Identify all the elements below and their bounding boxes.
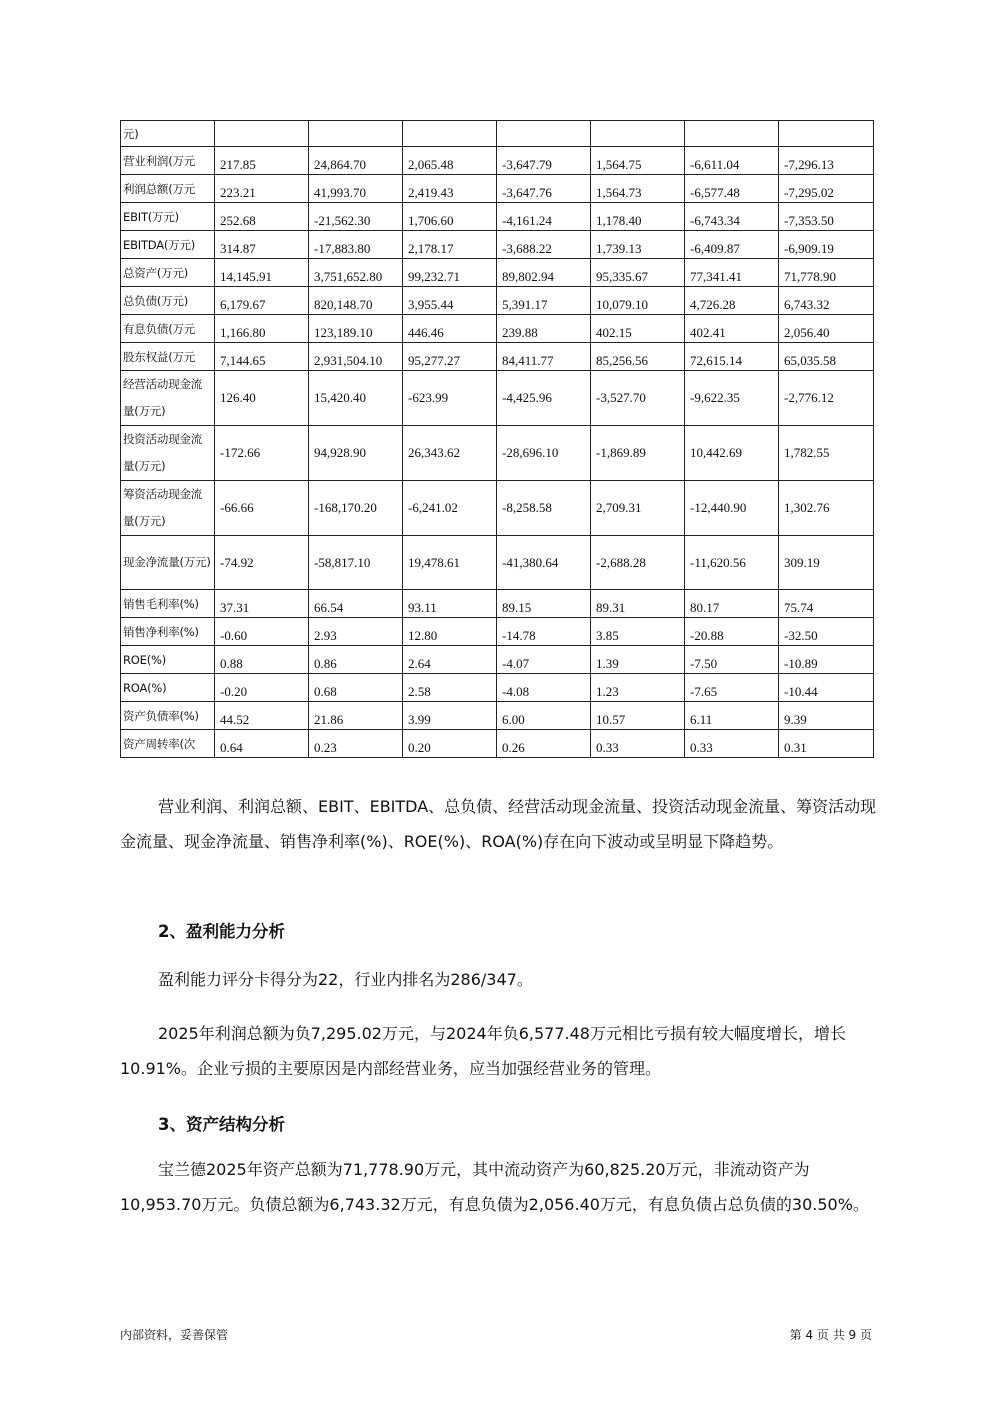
table-cell: 7,144.65: [215, 343, 309, 371]
table-cell: -7,353.50: [779, 203, 874, 231]
table-row: [121, 121, 874, 147]
table-cell: 26,343.62: [403, 426, 497, 481]
table-row: [121, 702, 874, 730]
table-cell: 1,739.13: [591, 231, 685, 259]
asset-structure-paragraph: 宝兰德2025年资产总额为71,778.90万元，其中流动资产为60,825.20万元，非流动资产为10,953.70万元。负债总额为6,743.32万元，有息负债为2,056.40万元，有息负债占总负债的30.50%。: [120, 1160, 869, 1214]
table-cell: 6,743.32: [779, 287, 874, 315]
table-row: [121, 147, 874, 175]
table-cell: -6,743.34: [685, 203, 779, 231]
table-cell: -7,296.13: [779, 147, 874, 175]
table-cell: -0.20: [215, 674, 309, 702]
table-cell: 1,178.40: [591, 203, 685, 231]
table-row: [121, 618, 874, 646]
row-label: 利润总额(万元: [121, 175, 215, 203]
table-cell: 1.23: [591, 674, 685, 702]
table-cell: 9.39: [779, 702, 874, 730]
table-cell: 0.20: [403, 730, 497, 758]
table-row: [121, 175, 874, 203]
table-row: [121, 536, 874, 590]
table-cell: -7,295.02: [779, 175, 874, 203]
table-cell: 89.15: [497, 590, 591, 618]
row-label: 元): [121, 121, 215, 147]
table-cell: 37.31: [215, 590, 309, 618]
table-cell: 0.33: [591, 730, 685, 758]
table-cell: -6,241.02: [403, 481, 497, 536]
table-row: [121, 343, 874, 371]
table-row: [121, 259, 874, 287]
row-label: ROA(%): [121, 674, 215, 702]
table-cell: -168,170.20: [309, 481, 403, 536]
row-label: 投资活动现金流量(万元): [121, 426, 215, 481]
table-cell: 89.31: [591, 590, 685, 618]
table-cell: -3,647.76: [497, 175, 591, 203]
row-label: 有息负债(万元: [121, 315, 215, 343]
table-cell: 15,420.40: [309, 371, 403, 426]
table-cell: 66.54: [309, 590, 403, 618]
table-cell: 2,056.40: [779, 315, 874, 343]
profitability-score-paragraph: 盈利能力评分卡得分为22，行业内排名为286/347。: [158, 970, 533, 989]
table-cell: -6,577.48: [685, 175, 779, 203]
section-heading-profitability: 2、盈利能力分析: [158, 922, 285, 941]
table-cell: 0.88: [215, 646, 309, 674]
row-label: 现金净流量(万元): [121, 536, 215, 590]
table-cell: -0.60: [215, 618, 309, 646]
table-cell: -6,611.04: [685, 147, 779, 175]
table-cell: 14,145.91: [215, 259, 309, 287]
table-cell: 0.64: [215, 730, 309, 758]
table-row: [121, 287, 874, 315]
table-cell: 41,993.70: [309, 175, 403, 203]
table-cell: -10.89: [779, 646, 874, 674]
table-cell: 3,751,652.80: [309, 259, 403, 287]
table-cell: 0.31: [779, 730, 874, 758]
profit-analysis-paragraph: 2025年利润总额为负7,295.02万元，与2024年负6,577.48万元相比亏损有较大幅度增长，增长10.91%。企业亏损的主要原因是内部经营业务，应当加强经营业务的管理。: [120, 1024, 846, 1078]
table-cell: 223.21: [215, 175, 309, 203]
table-cell: 2,419.43: [403, 175, 497, 203]
table-cell: 1.39: [591, 646, 685, 674]
row-label: 总负债(万元): [121, 287, 215, 315]
table-cell: 65,035.58: [779, 343, 874, 371]
section-heading-asset-structure: 3、资产结构分析: [158, 1115, 285, 1134]
table-cell: 0.26: [497, 730, 591, 758]
table-row: [121, 646, 874, 674]
table-cell: -9,622.35: [685, 371, 779, 426]
financial-table-body: [121, 121, 874, 758]
row-label: 资产负债率(%): [121, 702, 215, 730]
row-label: 销售毛利率(%): [121, 590, 215, 618]
table-cell: 446.46: [403, 315, 497, 343]
table-cell: 2.58: [403, 674, 497, 702]
table-row: [121, 371, 874, 426]
table-cell: 95,335.67: [591, 259, 685, 287]
table-row: [121, 674, 874, 702]
table-row: [121, 426, 874, 481]
table-cell: 2,178.17: [403, 231, 497, 259]
table-cell: -32.50: [779, 618, 874, 646]
table-cell: -623.99: [403, 371, 497, 426]
table-cell: -41,380.64: [497, 536, 591, 590]
table-cell: -2,688.28: [591, 536, 685, 590]
table-row: [121, 203, 874, 231]
table-cell: -12,440.90: [685, 481, 779, 536]
table-cell: 99,232.71: [403, 259, 497, 287]
table-cell: 6.00: [497, 702, 591, 730]
table-cell: -66.66: [215, 481, 309, 536]
table-cell: -3,647.79: [497, 147, 591, 175]
table-cell: -7.50: [685, 646, 779, 674]
footer-confidential-note: 内部资料，妥善保管: [120, 1328, 229, 1342]
table-cell: 3.85: [591, 618, 685, 646]
table-cell: 252.68: [215, 203, 309, 231]
table-cell: 10,079.10: [591, 287, 685, 315]
table-cell: 89,802.94: [497, 259, 591, 287]
table-row: [121, 590, 874, 618]
table-cell: 402.15: [591, 315, 685, 343]
table-cell: 84,411.77: [497, 343, 591, 371]
row-label: EBITDA(万元): [121, 231, 215, 259]
table-cell: 4,726.28: [685, 287, 779, 315]
table-cell: 10.57: [591, 702, 685, 730]
table-row: [121, 315, 874, 343]
table-cell: 77,341.41: [685, 259, 779, 287]
table-cell: -2,776.12: [779, 371, 874, 426]
table-row: [121, 481, 874, 536]
table-cell: -11,620.56: [685, 536, 779, 590]
table-cell: 44.52: [215, 702, 309, 730]
table-cell: 21.86: [309, 702, 403, 730]
table-cell: 2,931,504.10: [309, 343, 403, 371]
table-cell: 123,189.10: [309, 315, 403, 343]
table-cell: 3.99: [403, 702, 497, 730]
row-label: 股东权益(万元: [121, 343, 215, 371]
table-cell: 93.11: [403, 590, 497, 618]
table-cell: 5,391.17: [497, 287, 591, 315]
financial-table: [120, 120, 874, 758]
table-cell: 820,148.70: [309, 287, 403, 315]
table-cell: 71,778.90: [779, 259, 874, 287]
row-label: EBIT(万元): [121, 203, 215, 231]
table-cell: -3,527.70: [591, 371, 685, 426]
table-cell: 1,564.75: [591, 147, 685, 175]
row-label: 筹资活动现金流量(万元): [121, 481, 215, 536]
table-cell: 402.41: [685, 315, 779, 343]
table-cell: 2.93: [309, 618, 403, 646]
table-cell: 2,709.31: [591, 481, 685, 536]
table-cell: -74.92: [215, 536, 309, 590]
table-cell: -21,562.30: [309, 203, 403, 231]
table-cell: -7.65: [685, 674, 779, 702]
table-cell: 95,277.27: [403, 343, 497, 371]
table-cell: -6,909.19: [779, 231, 874, 259]
table-row: [121, 231, 874, 259]
row-label: ROE(%): [121, 646, 215, 674]
table-cell: 309.19: [779, 536, 874, 590]
table-row: [121, 730, 874, 758]
table-cell: 24,864.70: [309, 147, 403, 175]
table-cell: -20.88: [685, 618, 779, 646]
table-cell: 1,706.60: [403, 203, 497, 231]
table-cell: 0.68: [309, 674, 403, 702]
table-cell: 3,955.44: [403, 287, 497, 315]
table-cell: 72,615.14: [685, 343, 779, 371]
table-cell: -14.78: [497, 618, 591, 646]
table-cell: -4,161.24: [497, 203, 591, 231]
table-cell: 85,256.56: [591, 343, 685, 371]
row-label: 资产周转率(次: [121, 730, 215, 758]
table-cell: 75.74: [779, 590, 874, 618]
table-cell: 2.64: [403, 646, 497, 674]
row-label: 经营活动现金流量(万元): [121, 371, 215, 426]
table-cell: 0.86: [309, 646, 403, 674]
table-cell: 239.88: [497, 315, 591, 343]
table-cell: -10.44: [779, 674, 874, 702]
table-cell: 1,782.55: [779, 426, 874, 481]
table-cell: 1,564.73: [591, 175, 685, 203]
table-cell: -4.08: [497, 674, 591, 702]
table-cell: 0.23: [309, 730, 403, 758]
table-cell: 217.85: [215, 147, 309, 175]
table-cell: -1,869.89: [591, 426, 685, 481]
table-cell: -8,258.58: [497, 481, 591, 536]
table-cell: 6,179.67: [215, 287, 309, 315]
table-cell: -4.07: [497, 646, 591, 674]
table-cell: -17,883.80: [309, 231, 403, 259]
table-cell: -4,425.96: [497, 371, 591, 426]
table-cell: -6,409.87: [685, 231, 779, 259]
table-cell: 1,302.76: [779, 481, 874, 536]
table-cell: 94,928.90: [309, 426, 403, 481]
row-label: 销售净利率(%): [121, 618, 215, 646]
table-cell: 6.11: [685, 702, 779, 730]
table-cell: 314.87: [215, 231, 309, 259]
footer-page-number: 第 4 页 共 9 页: [789, 1328, 872, 1342]
table-cell: 80.17: [685, 590, 779, 618]
table-cell: 0.33: [685, 730, 779, 758]
table-cell: 1,166.80: [215, 315, 309, 343]
row-label: 总资产(万元): [121, 259, 215, 287]
table-cell: 12.80: [403, 618, 497, 646]
table-cell: 10,442.69: [685, 426, 779, 481]
table-cell: -172.66: [215, 426, 309, 481]
table-cell: -3,688.22: [497, 231, 591, 259]
trend-summary-paragraph: 营业利润、利润总额、EBIT、EBITDA、总负债、经营活动现金流量、投资活动现金流量、筹资活动现金流量、现金净流量、销售净利率(%)、ROE(%)、ROA(%)存在向下波动或呈明显下降趋势。: [120, 797, 877, 851]
table-cell: 19,478.61: [403, 536, 497, 590]
table-cell: -58,817.10: [309, 536, 403, 590]
table-cell: 2,065.48: [403, 147, 497, 175]
row-label: 营业利润(万元: [121, 147, 215, 175]
table-cell: -28,696.10: [497, 426, 591, 481]
table-cell: 126.40: [215, 371, 309, 426]
